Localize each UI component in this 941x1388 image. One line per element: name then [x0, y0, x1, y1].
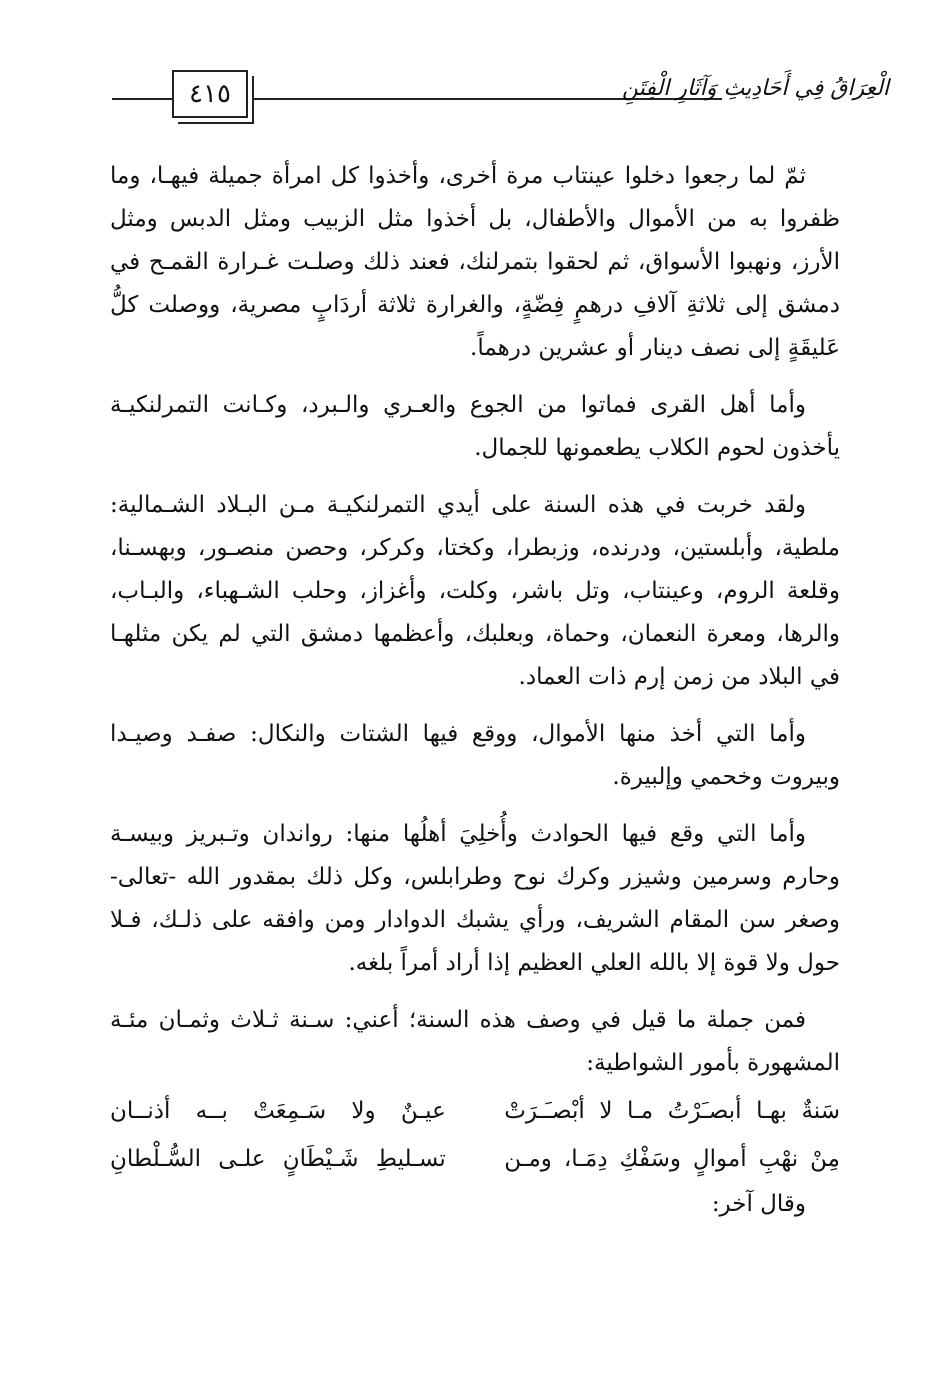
paragraph: ثمّ لما رجعوا دخلوا عينتاب مرة أخرى، وأخذوا كل امرأة جميلة فيهـا، وما ظفروا به من الأموال والأطفال، بل أخذوا مثل الزبيب ومثل الدبس ومثل الأرز، ونهبوا الأسواق، ثم لحقوا بتمرلنك، فعند ذلك وصلـت غـرارة القمـح في دمشق إلى ثلاثةِ آلافِ درهمٍ فِضّةٍ، والغرارة ثلاثة أردَابٍ مصرية، ووصلت كلُّ عَليقَةٍ إلى نصف دينار أو عشرين درهماً. [110, 163, 840, 361]
paragraph: وأما التي وقع فيها الحوادث وأُخلِيَ أهلُها منها: رواندان وتـبريز وبيسـة وحارم وسرمين وشيزر وكرك نوح وطرابلس، وكل ذلك بمقدور الله -تعالى- وصغر سن المقام الشريف، ورأي يشبك الدوادار ومن وافقه على ذلـك، فـلا حول ولا قوة إلا بالله العلي العظيم إذا أراد أمراً بلغه. [110, 821, 840, 976]
page-header [112, 62, 890, 120]
header-rule-left [112, 98, 172, 100]
paragraph: وأما أهل القرى فماتوا من الجوع والعـري والـبرد، وكـانت التمرلنكيـة يأخذون لحوم الكلاب يطعمونها للجمال. [110, 392, 840, 461]
poem-verse [110, 1135, 840, 1183]
verse-first-hemistich: مِنْ نهْبِ أموالٍ وسَفْكِ دِمَـا، ومـن [504, 1146, 840, 1172]
paragraph: ولقد خربت في هذه السنة على أيدي التمرلنكيـة مـن البـلاد الشـمالية: ملطية، وأبلستين، ودرنده، وزبطرا، وكختا، وكركر، وحصن منصـور، وبهسـنا، وقلعة الروم، وعينتاب، وتل باشر، وكلت، وأغزاز، وحلب الشـهباء، والبـاب، والرها، ومعرة النعمان، وحماة، وبعلبك، وأعظمها دمشق التي لم يكن مثلهـا في البلاد من زمن إرم ذات العماد. [110, 492, 840, 690]
page-body [110, 155, 840, 1240]
book-title: الْعِرَاقُ فِي أَحَادِيثِ وَآثَارِ الْفِتَنِ [622, 76, 890, 101]
verse-second-hemistich: تسـليطِ شَـيْطَانٍ علـى السُّـلْطانِ [110, 1146, 446, 1172]
page-number: ٤١٥ [172, 70, 248, 118]
closing-line: وقال آخر: [711, 1191, 806, 1217]
verse-second-hemistich: عيـنٌ ولا سَـمِعَتْ بــه أذنــان [110, 1098, 446, 1124]
poem-verse [110, 1087, 840, 1135]
paragraph: وأما التي أخذ منها الأموال، ووقع فيها الشتات والنكال: صفـد وصيـدا وبيروت وخحمي وإلبيرة. [110, 721, 840, 790]
verse-first-hemistich: سَنةٌ بهـا أبصـَرْتُ مـا لا أبْصـَـرَتْ [504, 1098, 840, 1124]
paragraph: فمن جملة ما قيل في وصف هذه السنة؛ أعني: سـنة ثـلاث وثمـان مئـة المشهورة بأمور الشواطية: [110, 1007, 840, 1076]
